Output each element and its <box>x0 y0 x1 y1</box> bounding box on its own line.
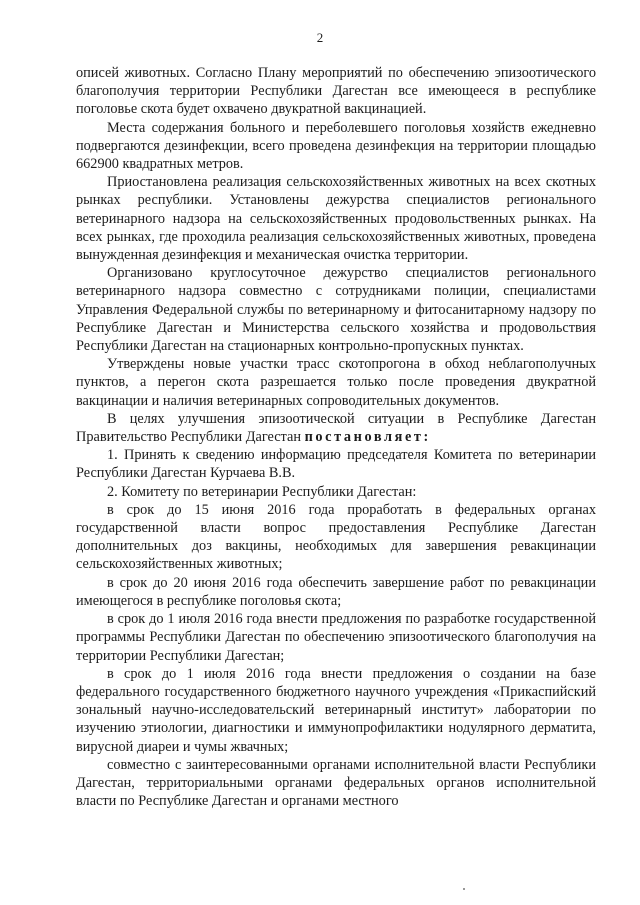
paragraph-vaccination-plan: описей животных. Согласно Плану мероприятий по обеспечению эпизоотического благополучия территории Республики Дагестан все имеющееся в республике поголовье скота будет охвачено двукратной вакцинацией. <box>76 65 596 118</box>
decree-paragraph <box>76 410 596 446</box>
document-body <box>76 64 596 810</box>
decree-intro: В целях улучшения эпизоотической ситуации в Республике Дагестан Правительство Республики Дагестан <box>76 410 596 446</box>
subitem-june-20: в срок до 20 июня 2016 года обеспечить завершение работ по ревакцинации имеющегося в республике поголовья скота; <box>76 574 596 609</box>
paragraph-driving-routes: Утверждены новые участки трасс скотопрогона в обход неблагополучных пунктов, а перегон скота разрешается только после проведения двукратной вакцинации и наличия ветеринарных сопроводительных документов. <box>76 356 596 409</box>
paragraph-disinfection: Места содержания больного и переболевшего поголовья хозяйств ежедневно подвергаются дезинфекции, всего проведена дезинфекция на территории площадью 662900 квадратных метров. <box>76 119 596 173</box>
paragraph-market-suspension: Приостановлена реализация сельскохозяйственных животных на всех скотных рынках республики. Установлены дежурства специалистов регионального ветеринарного надзора на сельскохозяйственных продовольственных рынках. На всех рынках, где проходила реализация сельскохозяйственных животных, проведена вынужденная дезинфекция и механическая очистка территории. <box>76 174 596 264</box>
paragraph-round-the-clock-duty: Организовано круглосуточное дежурство специалистов регионального ветеринарного надзора совместно с сотрудниками полиции, специалистами Управления Федеральной службы по ветеринарному и фитосанитарному надзору по Республике Дагестан и Министерства сельского хозяйства и продовольствия Республики Дагестан на стационарных контрольно-пропускных пунктах. <box>76 265 596 355</box>
subitem-june-15: в срок до 15 июня 2016 года проработать в федеральных органах государственной власти вопрос предоставления Республике Дагестан дополнительных доз вакцины, необходимых для завершения ревакцинации сельскохозяйственных животных; <box>76 501 596 573</box>
subitem-jointly: совместно с заинтересованными органами исполнительной власти Республики Дагестан, территориальными органами федеральных органов исполнительной власти по Республике Дагестан и органами местного <box>76 756 596 810</box>
subitem-july-1-program: в срок до 1 июля 2016 года внести предложения по разработке государственной программы Республики Дагестан по обеспечению эпизоотического благополучия на территории Республики Дагестан; <box>76 611 596 664</box>
decree-keyword: постановляет: <box>304 429 431 446</box>
page-number: 2 <box>316 30 324 45</box>
item-1-accept-information: 1. Принять к сведению информацию председателя Комитета по ветеринарии Республики Дагестан Курчаева В.В. <box>76 447 596 482</box>
subitem-july-1-laboratory: в срок до 1 июля 2016 года внести предложения о создании на базе федерального государственного бюджетного научного учреждения «Прикаспийский зональный научно-исследовательский ветеринарный институт» лаборатории по изучению этиологии, диагностики и иммунопрофилактики нодулярного дерматита, вирусной диареи и чумы жвачных; <box>76 665 596 755</box>
scan-speck <box>463 888 465 890</box>
item-2-committee-heading: 2. Комитету по ветеринарии Республики Дагестан: <box>107 483 417 500</box>
